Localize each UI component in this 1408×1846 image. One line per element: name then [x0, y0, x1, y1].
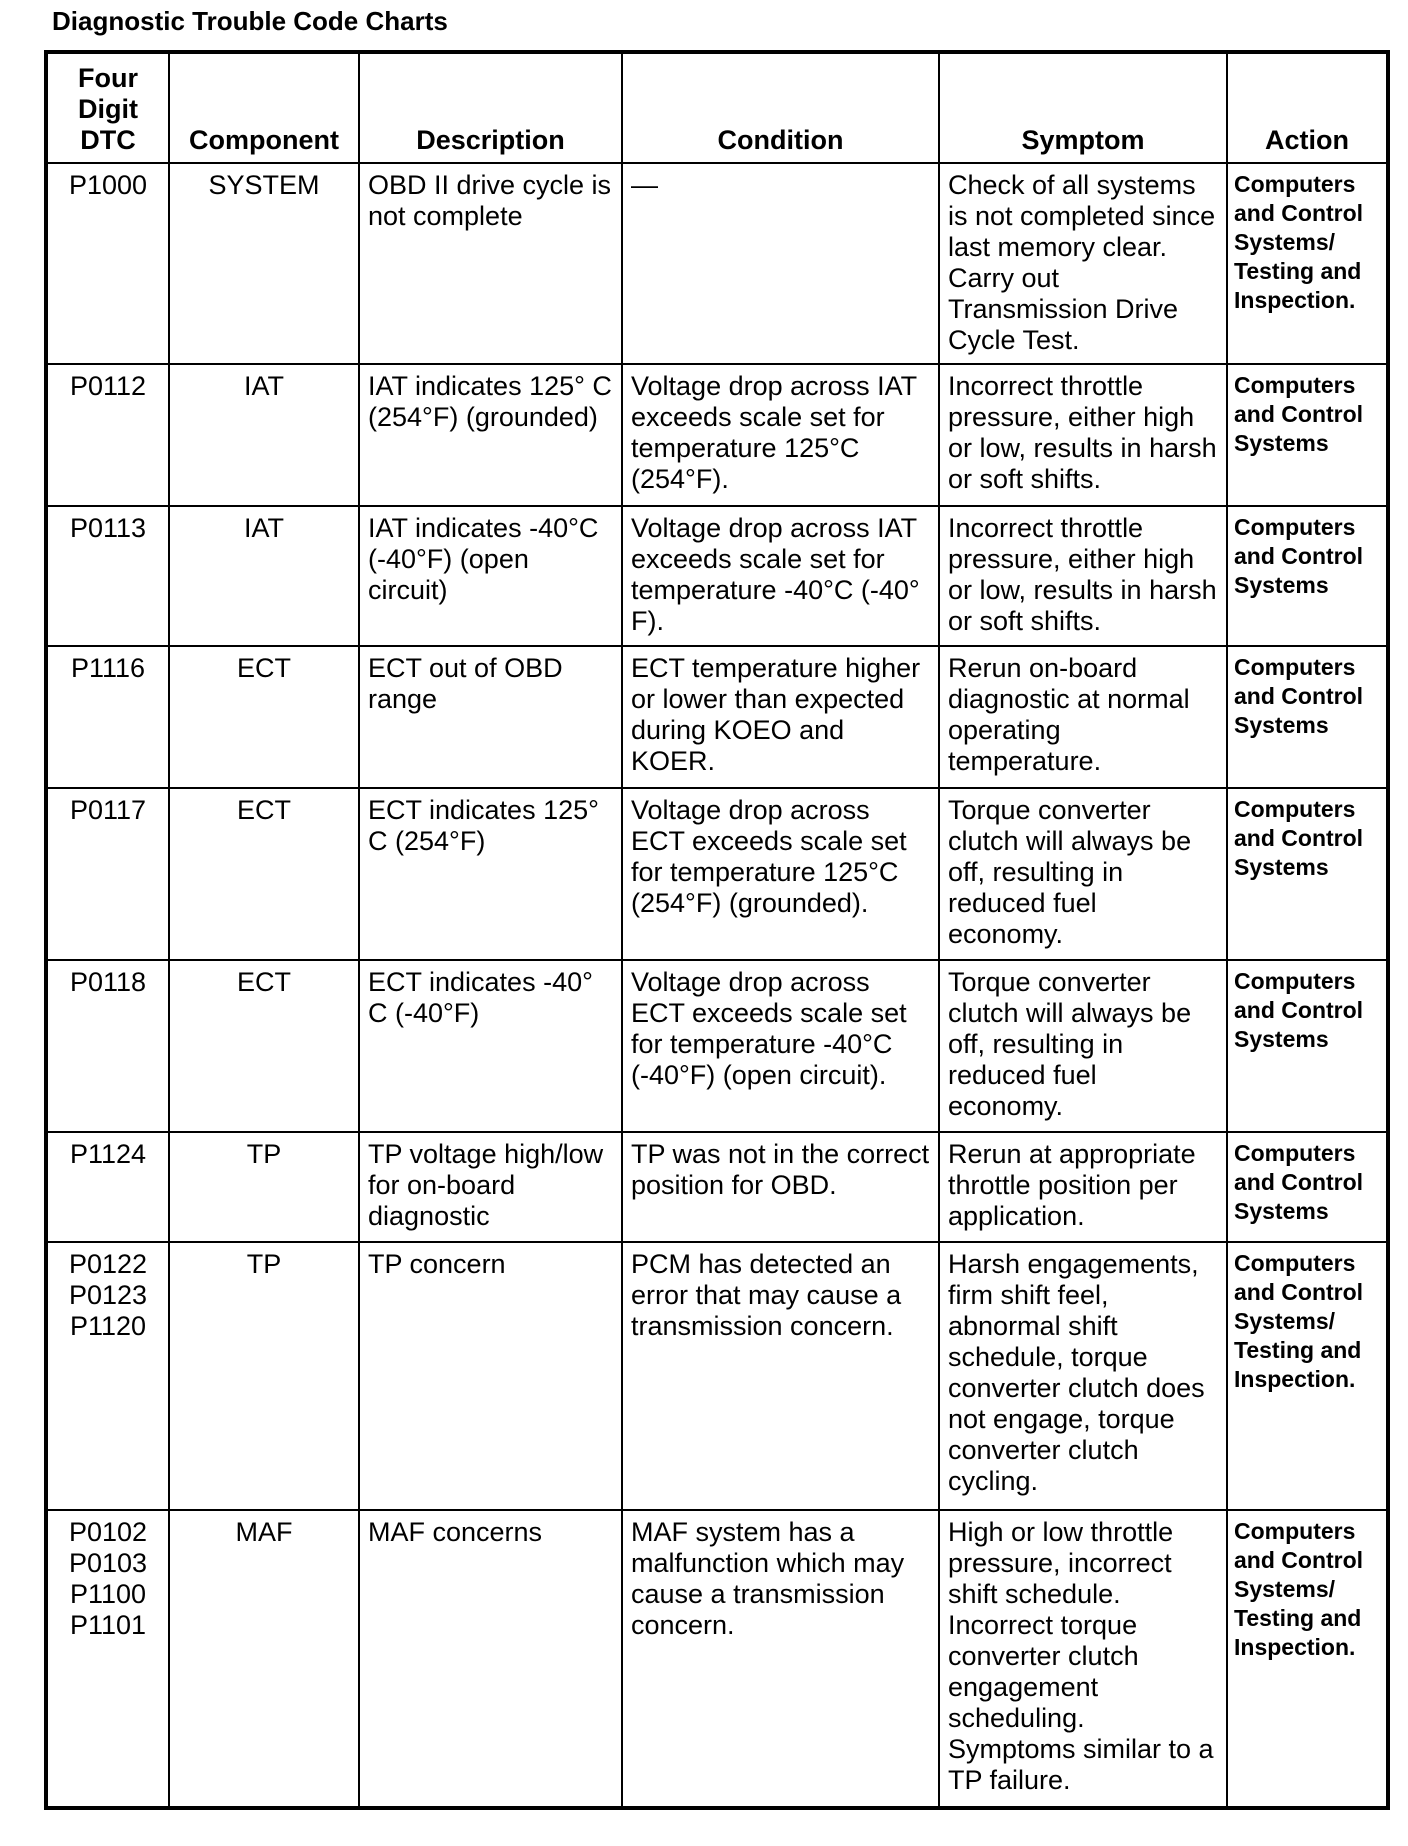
page-title: Diagnostic Trouble Code Charts — [52, 6, 448, 36]
action-cell: Computers and Control Systems — [1227, 788, 1388, 960]
description-cell: TP voltage high/low for on-board diagnostic — [359, 1132, 622, 1242]
action-cell: Computers and Control Systems — [1227, 646, 1388, 788]
action-cell: Computers and Control Systems — [1227, 1132, 1388, 1242]
condition-cell: TP was not in the correct position for OBD. — [622, 1132, 939, 1242]
symptom-cell: Check of all systems is not completed since last memory clear. Carry out Transmission Drive Cycle Test. — [939, 163, 1227, 364]
action-cell: Computers and Control Systems — [1227, 506, 1388, 646]
description-cell: ECT indicates 125° C (254°F) — [359, 788, 622, 960]
table-row — [46, 1510, 1388, 1808]
symptom-cell: High or low throttle pressure, incorrect shift schedule. Incorrect torque converter clutch engagement scheduling. Symptoms similar to a TP failure. — [939, 1510, 1227, 1808]
table-row — [46, 788, 1388, 960]
symptom-cell: Incorrect throttle pressure, either high or low, results in harsh or soft shifts. — [939, 506, 1227, 646]
symptom-cell: Rerun on-board diagnostic at normal operating temperature. — [939, 646, 1227, 788]
description-cell: TP concern — [359, 1242, 622, 1510]
description-cell: IAT indicates -40°C (-40°F) (open circuit) — [359, 506, 622, 646]
symptom-cell: Rerun at appropriate throttle position per application. — [939, 1132, 1227, 1242]
description-cell: IAT indicates 125° C (254°F) (grounded) — [359, 364, 622, 506]
action-cell: Computers and Control Systems — [1227, 364, 1388, 506]
action-cell: Computers and Control Systems/ Testing and Inspection. — [1227, 1242, 1388, 1510]
component-cell: ECT — [169, 646, 359, 788]
symptom-cell: Incorrect throttle pressure, either high or low, results in harsh or soft shifts. — [939, 364, 1227, 506]
component-cell: SYSTEM — [169, 163, 359, 364]
condition-cell: ECT temperature higher or lower than expected during KOEO and KOER. — [622, 646, 939, 788]
component-cell: IAT — [169, 506, 359, 646]
dtc-cell: P0122 P0123 P1120 — [46, 1242, 169, 1510]
header-dtc: Four Digit DTC — [46, 52, 169, 163]
table-row — [46, 163, 1388, 364]
dtc-cell: P1000 — [46, 163, 169, 364]
header-action: Action — [1227, 52, 1388, 163]
dtc-cell: P1116 — [46, 646, 169, 788]
header-description: Description — [359, 52, 622, 163]
component-cell: MAF — [169, 1510, 359, 1808]
condition-cell: Voltage drop across IAT exceeds scale set for temperature 125°C (254°F). — [622, 364, 939, 506]
dtc-table — [44, 50, 1390, 1810]
dtc-cell: P0117 — [46, 788, 169, 960]
condition-cell: PCM has detected an error that may cause a transmission concern. — [622, 1242, 939, 1510]
condition-cell: Voltage drop across ECT exceeds scale set for temperature 125°C (254°F) (grounded). — [622, 788, 939, 960]
component-cell: TP — [169, 1242, 359, 1510]
table-row — [46, 364, 1388, 506]
component-cell: TP — [169, 1132, 359, 1242]
table-row — [46, 646, 1388, 788]
action-cell: Computers and Control Systems/ Testing and Inspection. — [1227, 1510, 1388, 1808]
table-row — [46, 1132, 1388, 1242]
symptom-cell: Torque converter clutch will always be off, resulting in reduced fuel economy. — [939, 960, 1227, 1132]
header-symptom: Symptom — [939, 52, 1227, 163]
table-row — [46, 1242, 1388, 1510]
table-row — [46, 506, 1388, 646]
dtc-cell: P1124 — [46, 1132, 169, 1242]
component-cell: ECT — [169, 788, 359, 960]
header-condition: Condition — [622, 52, 939, 163]
description-cell: MAF concerns — [359, 1510, 622, 1808]
dtc-cell: P0112 — [46, 364, 169, 506]
condition-cell: Voltage drop across ECT exceeds scale set for temperature -40°C (-40°F) (open circuit). — [622, 960, 939, 1132]
description-cell: OBD II drive cycle is not complete — [359, 163, 622, 364]
component-cell: IAT — [169, 364, 359, 506]
table-row — [46, 960, 1388, 1132]
dtc-cell: P0113 — [46, 506, 169, 646]
description-cell: ECT out of OBD range — [359, 646, 622, 788]
header-row — [46, 52, 1388, 163]
dtc-cell: P0102 P0103 P1100 P1101 — [46, 1510, 169, 1808]
condition-cell: Voltage drop across IAT exceeds scale set for temperature -40°C (-40° F). — [622, 506, 939, 646]
symptom-cell: Torque converter clutch will always be off, resulting in reduced fuel economy. — [939, 788, 1227, 960]
action-cell: Computers and Control Systems — [1227, 960, 1388, 1132]
header-component: Component — [169, 52, 359, 163]
description-cell: ECT indicates -40° C (-40°F) — [359, 960, 622, 1132]
component-cell: ECT — [169, 960, 359, 1132]
dtc-cell: P0118 — [46, 960, 169, 1132]
condition-cell: — — [622, 163, 939, 364]
condition-cell: MAF system has a malfunction which may cause a transmission concern. — [622, 1510, 939, 1808]
action-cell: Computers and Control Systems/ Testing and Inspection. — [1227, 163, 1388, 364]
symptom-cell: Harsh engagements, firm shift feel, abnormal shift schedule, torque converter clutch does not engage, torque converter clutch cycling. — [939, 1242, 1227, 1510]
